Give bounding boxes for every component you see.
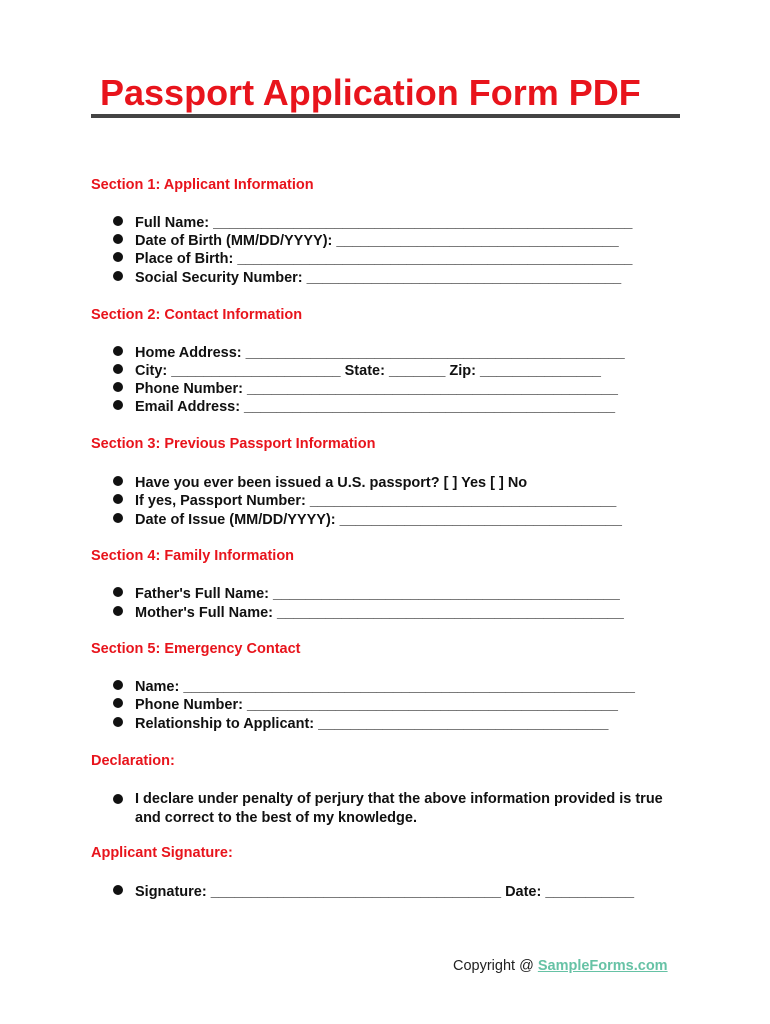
section-heading-previous-passport: Section 3: Previous Passport Information bbox=[91, 436, 376, 452]
bullet-icon bbox=[113, 346, 123, 356]
field-label: Name: ________________________________________________________ bbox=[135, 679, 635, 695]
title-underline bbox=[91, 114, 680, 118]
declaration-statement bbox=[113, 790, 673, 827]
field-label: Father's Full Name: ___________________________________________ bbox=[135, 586, 620, 602]
field-email-address[interactable] bbox=[113, 398, 615, 416]
field-label: Social Security Number: _______________________________________ bbox=[135, 270, 622, 286]
field-label: Place of Birth: _________________________________________________ bbox=[135, 251, 633, 267]
section-heading-contact-information: Section 2: Contact Information bbox=[91, 307, 303, 323]
copyright-prefix: Copyright @ bbox=[453, 958, 538, 974]
bullet-icon bbox=[113, 400, 123, 410]
bullet-icon bbox=[113, 606, 123, 616]
field-label: Email Address: ______________________________________________ bbox=[135, 399, 616, 415]
field-label: Home Address: _______________________________________________ bbox=[135, 345, 625, 361]
field-relationship[interactable] bbox=[113, 715, 608, 733]
bullet-icon bbox=[113, 476, 123, 486]
field-label: Date of Birth (MM/DD/YYYY): ___________________________________ bbox=[135, 233, 619, 249]
field-fathers-name[interactable] bbox=[113, 585, 620, 603]
bullet-icon bbox=[113, 698, 123, 708]
field-date-of-issue[interactable] bbox=[113, 511, 622, 529]
field-emergency-name[interactable] bbox=[113, 678, 635, 696]
field-label: Full Name: ____________________________________________________ bbox=[135, 215, 633, 231]
bullet-icon bbox=[113, 794, 123, 804]
field-passport-number[interactable] bbox=[113, 492, 616, 510]
bullet-icon bbox=[113, 494, 123, 504]
field-full-name[interactable] bbox=[113, 214, 633, 232]
bullet-icon bbox=[113, 382, 123, 392]
bullet-icon bbox=[113, 587, 123, 597]
section-heading-applicant-signature: Applicant Signature: bbox=[91, 845, 233, 861]
bullet-icon bbox=[113, 680, 123, 690]
field-signature-date[interactable] bbox=[113, 883, 634, 901]
bullet-icon bbox=[113, 252, 123, 262]
declaration-text: I declare under penalty of perjury that the above information provided is true and correct to the best of my knowledge. bbox=[135, 791, 663, 826]
field-mothers-name[interactable] bbox=[113, 604, 624, 622]
field-label: Signature: ____________________________________ Date: ___________ bbox=[135, 884, 635, 900]
field-label: Date of Issue (MM/DD/YYYY): ___________________________________ bbox=[135, 512, 622, 528]
field-place-of-birth[interactable] bbox=[113, 250, 632, 268]
bullet-icon bbox=[113, 234, 123, 244]
bullet-icon bbox=[113, 885, 123, 895]
section-heading-declaration: Declaration: bbox=[91, 753, 175, 769]
field-label: Have you ever been issued a U.S. passport? [ ] Yes [ ] No bbox=[135, 475, 528, 491]
brand-link[interactable]: SampleForms.com bbox=[537, 958, 668, 974]
section-heading-family-information: Section 4: Family Information bbox=[91, 548, 295, 564]
field-city-state-zip[interactable] bbox=[113, 362, 601, 380]
section-heading-emergency-contact: Section 5: Emergency Contact bbox=[91, 641, 301, 657]
field-phone-number[interactable] bbox=[113, 380, 618, 398]
bullet-icon bbox=[113, 513, 123, 523]
field-label: Phone Number: ______________________________________________ bbox=[135, 697, 618, 713]
field-home-address[interactable] bbox=[113, 344, 625, 362]
field-date-of-birth[interactable] bbox=[113, 232, 619, 250]
field-label: If yes, Passport Number: ______________________________________ bbox=[135, 493, 617, 509]
bullet-icon bbox=[113, 717, 123, 727]
page-title: Passport Application Form PDF bbox=[100, 72, 641, 113]
field-social-security-number[interactable] bbox=[113, 269, 621, 287]
bullet-icon bbox=[113, 216, 123, 226]
bullet-icon bbox=[113, 364, 123, 374]
field-label: City: _____________________ State: _______ Zip: _______________ bbox=[135, 363, 601, 379]
field-issued-passport-question[interactable] bbox=[113, 474, 527, 492]
section-heading-applicant-information: Section 1: Applicant Information bbox=[91, 177, 314, 193]
field-label: Phone Number: ______________________________________________ bbox=[135, 381, 618, 397]
field-label: Mother's Full Name: ___________________________________________ bbox=[135, 605, 624, 621]
copyright-footer bbox=[453, 958, 668, 974]
field-label: Relationship to Applicant: ____________________________________ bbox=[135, 716, 609, 732]
field-emergency-phone[interactable] bbox=[113, 696, 618, 714]
bullet-icon bbox=[113, 271, 123, 281]
